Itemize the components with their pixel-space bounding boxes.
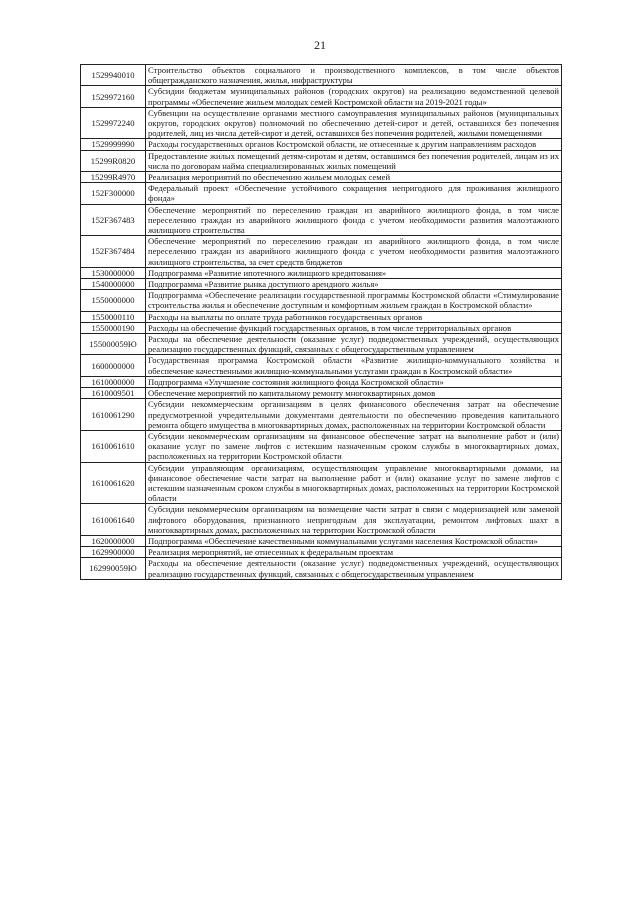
table-row bbox=[81, 236, 562, 268]
row-code: 1550000000 bbox=[81, 290, 146, 311]
table-row bbox=[81, 290, 562, 311]
table-row bbox=[81, 547, 562, 558]
row-code: 1530000000 bbox=[81, 267, 146, 278]
row-code: 1540000000 bbox=[81, 279, 146, 290]
table-row bbox=[81, 399, 562, 431]
row-description: Строительство объектов социального и производственного комплексов, в том числе объектов общегражданского назначения, жилья, инфраструктуры bbox=[146, 65, 562, 86]
table-row bbox=[81, 334, 562, 355]
row-code: 1529940010 bbox=[81, 65, 146, 86]
row-description: Расходы на обеспечение функций государственных органов, в том числе территориальных органов bbox=[146, 322, 562, 333]
row-code: 15299R4970 bbox=[81, 172, 146, 183]
row-description: Подпрограмма «Обеспечение реализации государственной программы Костромской области «Стимулирование строительства жилья и обеспечение доступным и комфортным жильем граждан в Костромской области» bbox=[146, 290, 562, 311]
table-row bbox=[81, 376, 562, 387]
row-description: Расходы государственных органов Костромской области, не отнесенные к другим направлениям расходов bbox=[146, 139, 562, 150]
row-code: 162990059Ю bbox=[81, 558, 146, 579]
table-row bbox=[81, 65, 562, 86]
row-code: 1610061620 bbox=[81, 462, 146, 504]
row-code: 1529972160 bbox=[81, 86, 146, 107]
table-row bbox=[81, 172, 562, 183]
row-code: 1550000190 bbox=[81, 322, 146, 333]
table-row bbox=[81, 279, 562, 290]
row-description: Предоставление жилых помещений детям-сиротам и детям, оставшимся без попечения родителей, лицам из их числа по договорам найма специализированных жилых помещений bbox=[146, 150, 562, 171]
row-code: 152F300000 bbox=[81, 183, 146, 204]
row-code: 1620000000 bbox=[81, 535, 146, 546]
row-description: Федеральный проект «Обеспечение устойчивого сокращения непригодного для проживания жилищного фонда» bbox=[146, 183, 562, 204]
row-code: 1529999990 bbox=[81, 139, 146, 150]
row-description: Субсидии некоммерческим организациям в целях финансового обеспечения затрат на обеспечение предусмотренной учредительными документами деятельности по обеспечению проведения капитального ремонта общего имущества в многоквартирных домах, расположенных на территории Костромской области bbox=[146, 399, 562, 431]
row-code: 155000059Ю bbox=[81, 334, 146, 355]
table-row bbox=[81, 355, 562, 376]
row-code: 152F367484 bbox=[81, 236, 146, 268]
row-description: Подпрограмма «Развитие ипотечного жилищного кредитования» bbox=[146, 267, 562, 278]
row-code: 152F367483 bbox=[81, 204, 146, 236]
row-code: 1610061610 bbox=[81, 430, 146, 462]
row-description: Подпрограмма «Развитие рынка доступного арендного жилья» bbox=[146, 279, 562, 290]
table-row bbox=[81, 139, 562, 150]
row-description: Субсидии бюджетам муниципальных районов (городских округов) на реализацию ведомственной целевой программы «Обеспечение жильем молодых семей Костромской области на 2019-2021 годы» bbox=[146, 86, 562, 107]
table-row bbox=[81, 311, 562, 322]
row-code: 1610061640 bbox=[81, 504, 146, 536]
row-description: Обеспечение мероприятий по переселению граждан из аварийного жилищного фонда, в том числе переселению граждан из аварийного жилищного фонда с учетом необходимости развития малоэтажного жилищного строительства bbox=[146, 204, 562, 236]
row-description: Субвенции на осуществление органами местного самоуправления муниципальных районов (муниципальных округов, городских округов) полномочий по обеспечению детей-сирот и детей, оставшихся без попечения родителей, лиц из числа детей-сирот и детей, оставшихся без попечения родителей, жилыми помещениями bbox=[146, 107, 562, 139]
row-description: Подпрограмма «Обеспечение качественными коммунальными услугами населения Костромской области» bbox=[146, 535, 562, 546]
row-code: 1610000000 bbox=[81, 376, 146, 387]
row-description: Реализация мероприятий, не отнесенных к федеральным проектам bbox=[146, 547, 562, 558]
row-description: Субсидии некоммерческим организациям на возмещение части затрат в связи с модернизацией или заменой лифтового оборудования, признанного непригодным для эксплуатации, ремонтом лифтовых шахт в многоквартирных домах, расположенных на территории Костромской области bbox=[146, 504, 562, 536]
row-description: Расходы на обеспечение деятельности (оказание услуг) подведомственных учреждений, осуществляющих реализацию государственных функций, связанных с общегосударственным управлением bbox=[146, 334, 562, 355]
table-body bbox=[81, 65, 562, 580]
table-row bbox=[81, 150, 562, 171]
row-description: Расходы на выплаты по оплате труда работников государственных органов bbox=[146, 311, 562, 322]
row-code: 15299R0820 bbox=[81, 150, 146, 171]
table-row bbox=[81, 462, 562, 504]
table-row bbox=[81, 183, 562, 204]
row-description: Обеспечение мероприятий по капитальному ремонту многоквартирных домов bbox=[146, 388, 562, 399]
row-description: Подпрограмма «Улучшение состояния жилищного фонда Костромской области» bbox=[146, 376, 562, 387]
row-code: 1550000110 bbox=[81, 311, 146, 322]
table-row bbox=[81, 322, 562, 333]
table-row bbox=[81, 267, 562, 278]
page-number: 21 bbox=[314, 38, 326, 52]
budget-code-table bbox=[80, 64, 562, 580]
table-row bbox=[81, 535, 562, 546]
table-row bbox=[81, 86, 562, 107]
row-description: Субсидии некоммерческим организациям на финансовое обеспечение затрат на выполнение работ и (или) оказание услуг по замене лифтов с истекшим назначенным сроком службы в многоквартирных домах, расположенных на территории Костромской области bbox=[146, 430, 562, 462]
row-code: 1629900000 bbox=[81, 547, 146, 558]
table-row bbox=[81, 388, 562, 399]
row-description: Субсидии управляющим организациям, осуществляющим управление многоквартирными домами, на финансовое обеспечение части затрат на выполнение работ и (или) оказание услуг по замене лифтов с истекшим назначенным сроком службы в многоквартирных домах, расположенных на территории Костромской области bbox=[146, 462, 562, 504]
row-code: 1610009501 bbox=[81, 388, 146, 399]
table-row bbox=[81, 430, 562, 462]
table-row bbox=[81, 558, 562, 579]
row-code: 1610061290 bbox=[81, 399, 146, 431]
row-code: 1529972240 bbox=[81, 107, 146, 139]
row-description: Реализация мероприятий по обеспечению жильем молодых семей bbox=[146, 172, 562, 183]
row-description: Обеспечение мероприятий по переселению граждан из аварийного жилищного фонда, в том числе переселению граждан из аварийного жилищного фонда с учетом необходимости развития малоэтажного жилищного строительства, за счет средств бюджетов bbox=[146, 236, 562, 268]
table-row bbox=[81, 107, 562, 139]
table-row bbox=[81, 204, 562, 236]
row-description: Расходы на обеспечение деятельности (оказание услуг) подведомственных учреждений, осуществляющих реализацию государственных функций, связанных с общегосударственным управлением bbox=[146, 558, 562, 579]
row-code: 1600000000 bbox=[81, 355, 146, 376]
table-row bbox=[81, 504, 562, 536]
row-description: Государственная программа Костромской области «Развитие жилищно-коммунального хозяйства и обеспечение качественными жилищно-коммунальными услугами граждан в Костромской области» bbox=[146, 355, 562, 376]
